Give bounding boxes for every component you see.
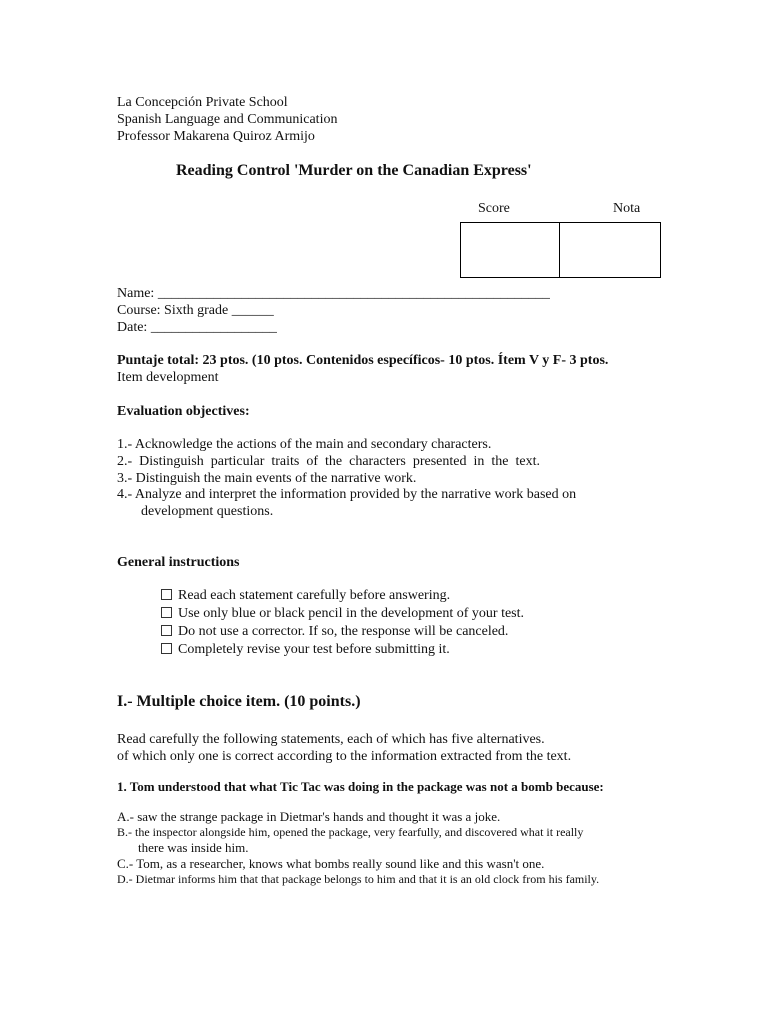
item-development-label: Item development <box>117 370 219 385</box>
instruction-item <box>161 605 524 622</box>
objective-item: 2.- Distinguish particular traits of the characters presented in the text. <box>117 454 540 469</box>
professor-name: Professor Makarena Quiroz Armijo <box>117 129 315 144</box>
checkbox-bullet-icon <box>161 607 172 618</box>
section-intro-line: of which only one is correct according to the information extracted from the text. <box>117 749 572 764</box>
section-heading: I.- Multiple choice item. (10 points.) <box>117 693 361 710</box>
objective-item: 3.- Distinguish the main events of the narrative work. <box>117 471 417 486</box>
question-1: 1. Tom understood that what Tic Tac was doing in the package was not a bomb because: <box>117 779 604 794</box>
instruction-text: Completely revise your test before submitting it. <box>178 642 450 657</box>
checkbox-bullet-icon <box>161 625 172 636</box>
score-box[interactable] <box>460 222 560 278</box>
answer-option-b[interactable]: B.- the inspector alongside him, opened the package, very fearfully, and discovered what it really <box>117 825 584 839</box>
nota-box[interactable] <box>559 222 661 278</box>
name-field[interactable]: Name: ________________________________________________________ <box>117 286 550 301</box>
instruction-text: Use only blue or black pencil in the development of your test. <box>178 606 525 621</box>
checkbox-bullet-icon <box>161 589 172 600</box>
answer-option-a[interactable]: A.- saw the strange package in Dietmar's hands and thought it was a joke. <box>117 809 501 824</box>
total-score-line: Puntaje total: 23 ptos. (10 ptos. Contenidos específicos- 10 ptos. Ítem V y F- 3 ptos. <box>117 353 609 368</box>
objectives-heading: Evaluation objectives: <box>117 404 250 419</box>
objective-item-continuation: development questions. <box>141 504 274 519</box>
instruction-text: Read each statement carefully before answering. <box>178 588 451 603</box>
objective-item: 4.- Analyze and interpret the information provided by the narrative work based on <box>117 487 577 502</box>
instruction-item <box>161 623 508 640</box>
course-field[interactable]: Course: Sixth grade ______ <box>117 303 274 318</box>
objective-item: 1.- Acknowledge the actions of the main and secondary characters. <box>117 437 492 452</box>
instructions-heading: General instructions <box>117 555 240 570</box>
instruction-item <box>161 641 450 658</box>
nota-label: Nota <box>613 201 641 216</box>
checkbox-bullet-icon <box>161 643 172 654</box>
school-name: La Concepción Private School <box>117 95 288 110</box>
subject-name: Spanish Language and Communication <box>117 112 338 127</box>
score-label: Score <box>478 201 510 216</box>
date-field[interactable]: Date: __________________ <box>117 320 277 335</box>
answer-option-b-continuation: there was inside him. <box>138 840 249 855</box>
answer-option-d[interactable]: D.- Dietmar informs him that that package belongs to him and that it is an old clock from his family. <box>117 872 600 886</box>
answer-option-c[interactable]: C.- Tom, as a researcher, knows what bombs really sound like and this wasn't one. <box>117 856 545 871</box>
document-title: Reading Control 'Murder on the Canadian Express' <box>176 162 532 179</box>
instruction-text: Do not use a corrector. If so, the response will be canceled. <box>178 624 509 639</box>
instruction-item <box>161 587 450 604</box>
section-intro-line: Read carefully the following statements, each of which has five alternatives. <box>117 732 545 747</box>
